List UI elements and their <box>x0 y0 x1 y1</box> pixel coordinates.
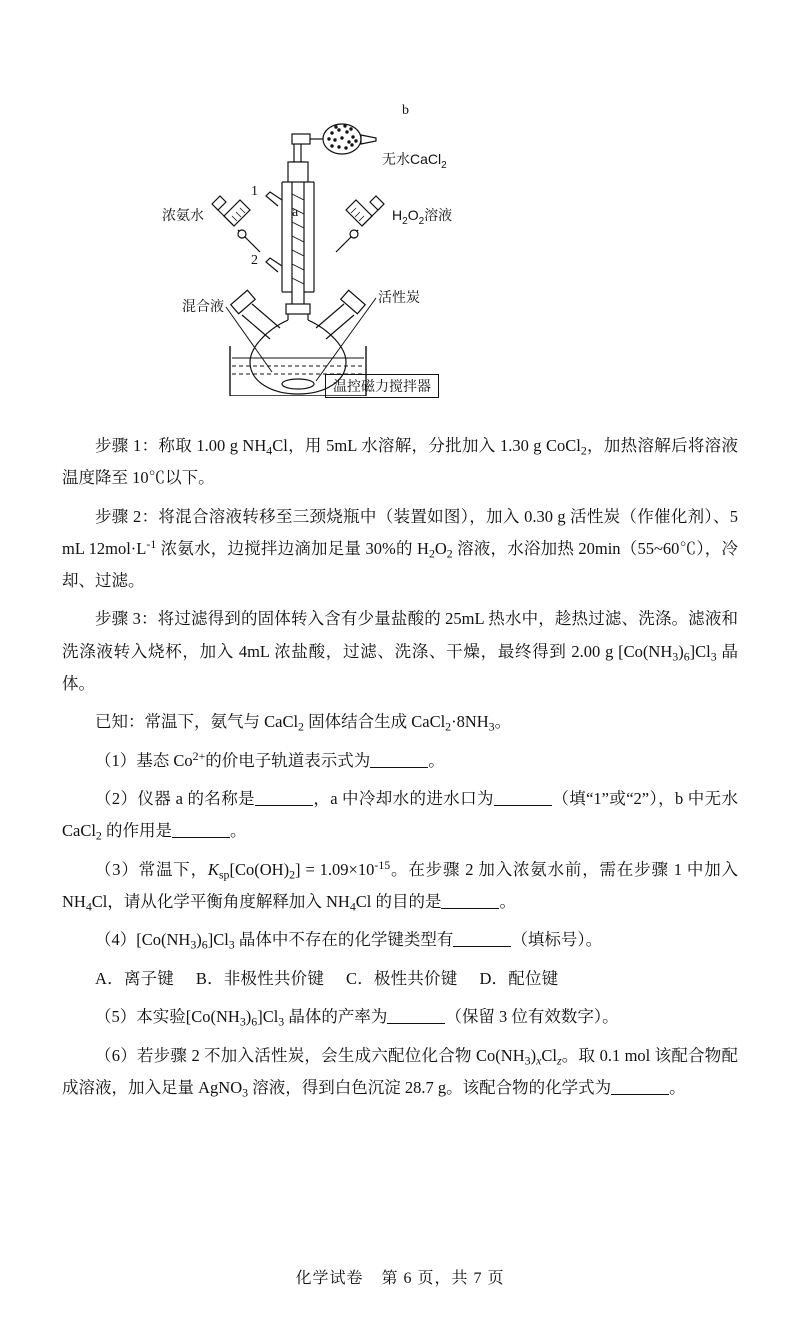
question-2: （2）仪器 a 的名称是 ，a 中冷却水的进水口为 （填“1”或“2”），b 中无水 CaCl$_2$ 的作用是 。 <box>62 788 738 843</box>
question-3: （3）常温下，$K_{sp}[Co(OH)_2] = 1.09\times 10^{-15}$。在步骤 2 加入浓氨水前，需在步骤 1 中加入 $NH_4Cl$，请从化学平衡角度解释加入 $NH_4Cl$ 的目的是 。 <box>62 857 739 914</box>
option-a[interactable]: A．离子键 <box>95 968 174 988</box>
exam-page <box>0 96 800 1324</box>
step-2: 步骤 2：将混合溶液转移至三颈烧瓶中（装置如图），加入 0.30 g 活性炭（作催化剂）、5 mL $12mol\cdot L^{-1}$ 浓氨水，边搅拌边滴加足量 30%的 $H_2O_2$ 溶液，水浴加热 20min（55~60℃），冷却、过滤。 <box>62 506 738 591</box>
option-c[interactable]: C．极性共价键 <box>346 968 458 988</box>
figure-label-carbon: 活性炭 <box>378 289 420 305</box>
figure-label-b: b <box>402 103 409 118</box>
answer-blank[interactable] <box>611 1078 669 1096</box>
apparatus-figure <box>62 96 738 416</box>
figure-label-ammonia: 浓氨水 <box>162 207 204 223</box>
question-5: （5）本实验$[Co(NH_3)_6]Cl_3$ 晶体的产率为 （保留 3 位有效数字）。 <box>95 1007 619 1029</box>
answer-blank[interactable] <box>441 892 499 910</box>
option-d[interactable]: D．配位键 <box>479 968 559 988</box>
step-1: 步骤 1：称取 1.00 g $NH_4Cl$，用 5mL 水溶解，分批加入 1.30 g CoCl$_2$，加热溶解后将溶液温度降至 10℃以下。 <box>62 436 738 488</box>
answer-blank[interactable] <box>370 750 428 768</box>
option-b[interactable]: B．非极性共价键 <box>195 968 325 988</box>
page-footer <box>0 1265 800 1288</box>
answer-blank[interactable] <box>172 821 230 839</box>
answer-blank[interactable] <box>255 788 313 806</box>
footer-page: 第 6 页，共 7 页 <box>381 1270 505 1287</box>
answer-blank[interactable] <box>494 788 552 806</box>
question-6: （6）若步骤 2 不加入活性炭，会生成六配位化合物 $Co(NH_3)_xCl_z$。取 0.1 mol 该配合物配成溶液，加入足量 AgNO$_3$ 溶液，得到白色沉淀 28.7 g。该配合物的化学式为 。 <box>62 1045 738 1100</box>
figure-label-a: a <box>292 205 299 220</box>
question-1: （1）基态 $Co^{2+}$的价电子轨道表示式为 。 <box>95 748 445 770</box>
step-3: 步骤 3：将过滤得到的固体转入含有少量盐酸的 25mL 热水中，趁热过滤、洗涤。滤液和洗涤液转入烧杯，加入 4mL 浓盐酸，过滤、洗涤、干燥，最终得到 2.00 g $[Co(NH_3)_6]Cl_3$ 晶体。 <box>62 609 738 694</box>
known-info: 已知：常温下，氨气与 CaCl$_2$ 固体结合生成 $CaCl_2\cdot 8NH_3$。 <box>95 712 512 734</box>
figure-label-cacl2: 无水CaCl$_2$ <box>382 151 447 171</box>
figure-label-2: 2 <box>251 253 258 268</box>
question-4-options <box>62 963 738 995</box>
figure-label-stirrer <box>62 374 738 398</box>
figure-label-1: 1 <box>251 184 258 199</box>
figure-label-h2o2: $H_2O_2$溶液 <box>392 207 453 227</box>
question-4: $(4)[Co(NH_3)_6]Cl_3$ 晶体中不存在的化学键类型有 （填标号）。 <box>95 930 603 952</box>
apparatus-diagram <box>120 96 680 396</box>
question-body <box>62 430 738 1105</box>
answer-blank[interactable] <box>453 930 511 948</box>
footer-subject: 化学试卷 <box>295 1270 364 1287</box>
figure-label-mixture: 混合液 <box>182 298 224 314</box>
answer-blank[interactable] <box>387 1007 445 1025</box>
stirrer-label-text: 温控磁力搅拌器 <box>325 374 439 398</box>
